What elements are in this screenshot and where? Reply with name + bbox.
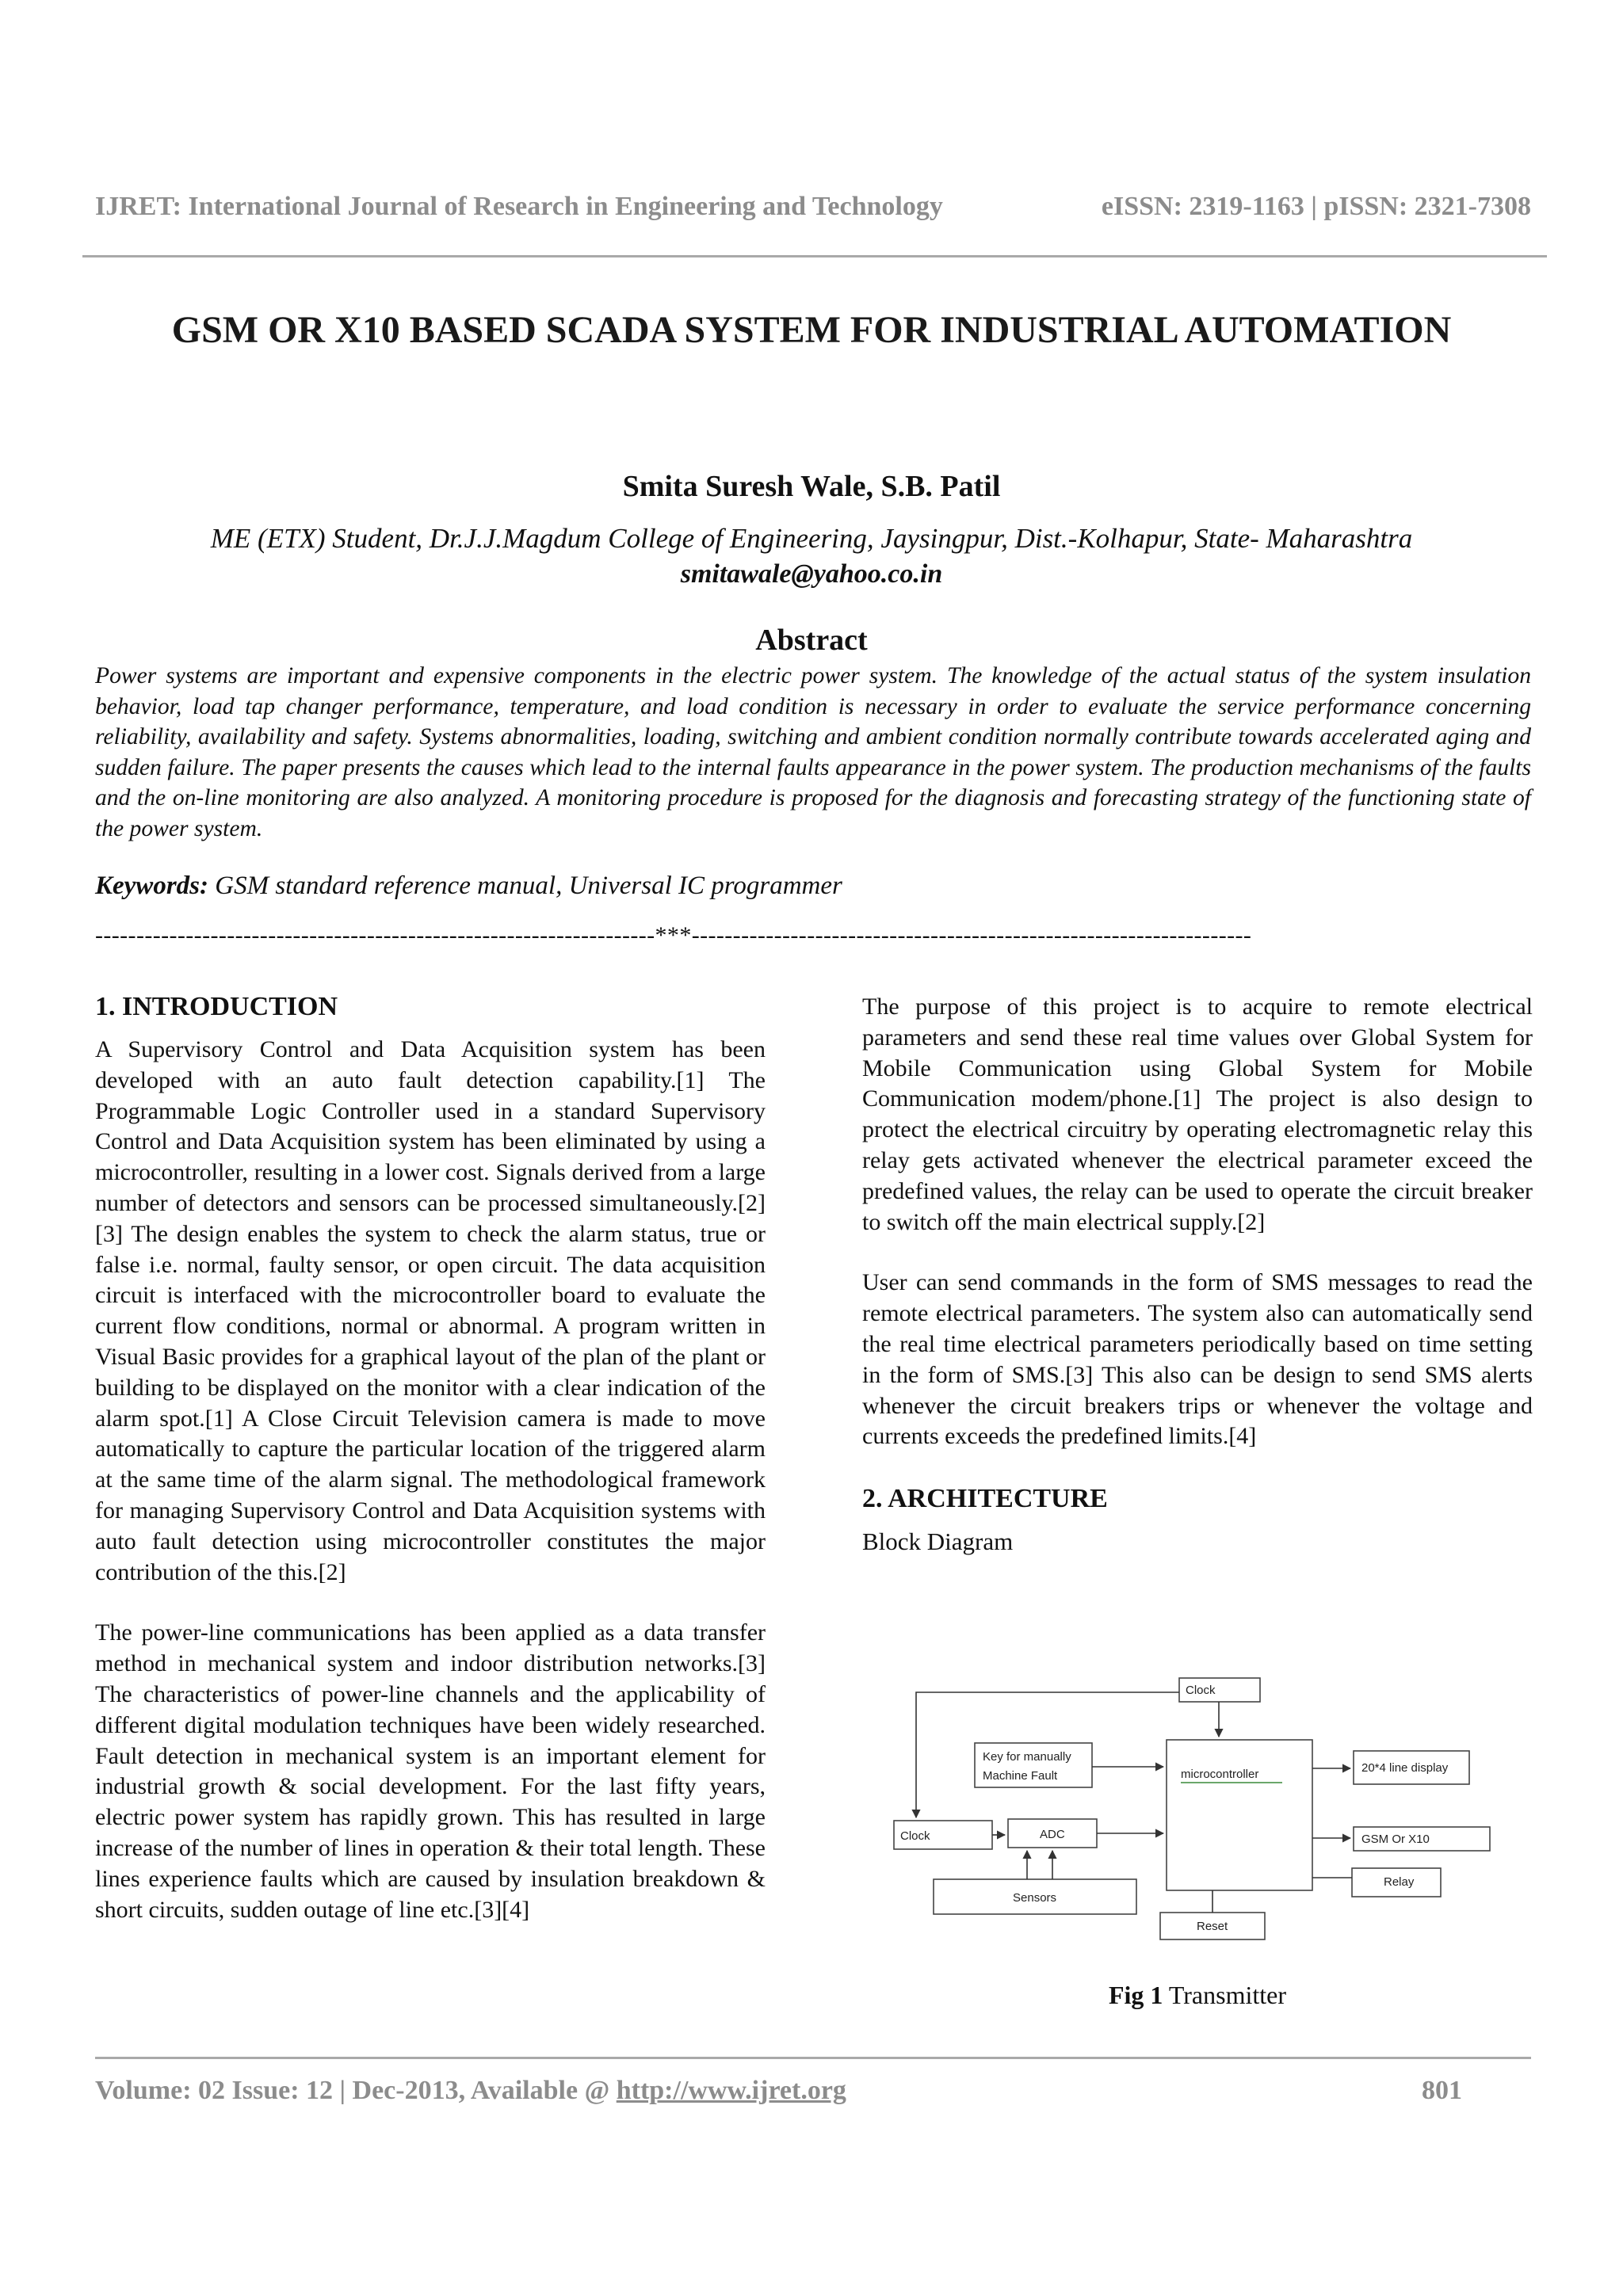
introduction-paragraph-4: User can send commands in the form of SMS messages to read the remote electrical parameters. The system also can automatically send the real time electrical parameters periodically based on time setting in the form of SMS.[3] This also can be design to send SMS alerts whenever the circuit breakers trips or whenever the voltage and currents exceeds the predefined limits.[4] — [862, 1269, 1533, 1450]
journal-issn: eISSN: 2319-1163 | pISSN: 2321-7308 — [1101, 192, 1531, 221]
gsm-label: GSM Or X10 — [1361, 1833, 1430, 1846]
page-footer — [95, 2076, 1462, 2106]
adc-label: ADC — [1040, 1828, 1065, 1841]
footer-volume — [95, 2076, 846, 2106]
journal-url-link[interactable]: http://www.ijret.org — [616, 2076, 846, 2105]
clock-top-label: Clock — [1186, 1684, 1216, 1697]
left-column — [95, 989, 766, 1925]
author-email: smitawale@yahoo.co.in — [680, 559, 943, 589]
abstract-body: Power systems are important and expensive components in the electric power system. The knowledge of the actual status of the system insulation behavior, load tap changer performance, temperature, and load condition is necessary in order to evaluate the service performance concerning reliability, availability and safety. Systems abnormalities, loading, switching and ambient condition normally contribute towards accelerated aging and sudden failure. The paper presents the causes which lead to the internal faults appearance in the power system. The production mechanisms of the faults and the on-line monitoring are also analyzed. A monitoring procedure is proposed for the diagnosis and forecasting strategy of the functioning state of the power system. — [95, 663, 1531, 841]
key-label-line1: Key for manually — [983, 1750, 1071, 1764]
introduction-paragraph-1: A Supervisory Control and Data Acquisition system has been developed with an auto fault detection capability.[1] The Programmable Logic Controller used in a standard Supervisory Control and Data Acquisition system has been eliminated by using a microcontroller, resulting in a lower cost. Signals derived from a large number of detectors and sensors can be processed simultaneously.[2][3] The design enables the system to check the alarm status, true or false i.e. normal, faulty sensor, or open circuit. The data acquisition circuit is interfaced with the microcontroller board to evaluate the current flow conditions, normal or abnormal. A program written in Visual Basic provides for a graphical layout of the plan of the plant or building to be displayed on the monitor with a clear indication of the alarm spot.[1] A Close Circuit Television camera is made to move automatically to capture the particular location of the triggered alarm at the same time of the alarm signal. The methodological framework for managing Supervisory Control and Data Acquisition systems with auto fault detection using microcontroller constitutes the major contribution of the this.[2] — [95, 1036, 766, 1585]
journal-header — [95, 192, 1531, 222]
figure-caption — [872, 1981, 1523, 2010]
introduction-paragraph-2: The power-line communications has been applied as a data transfer method in mechanical system and indoor distribution networks.[3] The characteristics of power-line channels and the applicability of different digital modulation techniques have been widely researched. Fault detection in mechanical system is an important element for industrial growth & social development. For the last fifty years, electric power system has rapidly grown. This has resulted in large increase of the number of lines in operation & their total length. These lines experience faults which are caused by insulation breakdown & short circuits, sudden outage of line etc.[3][4] — [95, 1619, 766, 1923]
right-column — [862, 992, 1533, 1558]
journal-name: IJRET: International Journal of Research in Engineering and Technology — [95, 192, 943, 221]
key-label-line2: Machine Fault — [983, 1769, 1058, 1783]
architecture-heading: 2. ARCHITECTURE — [862, 1484, 1108, 1514]
display-label: 20*4 line display — [1361, 1761, 1449, 1775]
author-affiliation: ME (ETX) Student, Dr.J.J.Magdum College of Engineering, Jaysingpur, Dist.-Kolhapur, State- Maharashtra — [210, 523, 1413, 554]
paper-title: GSM OR X10 BASED SCADA SYSTEM FOR INDUSTRIAL AUTOMATION — [171, 309, 1452, 351]
keywords — [95, 871, 1531, 901]
keywords-label: Keywords: — [95, 871, 208, 900]
page-number: 801 — [1422, 2076, 1462, 2105]
abstract-heading: Abstract — [755, 624, 868, 657]
figure-caption-text: Transmitter — [1163, 1981, 1286, 2009]
footer-rule — [95, 2057, 1531, 2059]
header-rule — [82, 255, 1547, 257]
sensors-label: Sensors — [1013, 1891, 1057, 1905]
microcontroller-box — [1167, 1740, 1312, 1890]
footer-volume-text: Volume: 02 Issue: 12 | Dec-2013, Available @ — [95, 2076, 617, 2105]
microcontroller-label: microcontroller — [1181, 1768, 1259, 1781]
introduction-heading: 1. INTRODUCTION — [95, 992, 338, 1021]
figure-label: Fig 1 — [1108, 1981, 1163, 2009]
block-diagram — [886, 1667, 1504, 1944]
clock-left-label: Clock — [900, 1829, 930, 1843]
block-diagram-label: Block Diagram — [862, 1527, 1014, 1556]
keywords-text: GSM standard reference manual, Universal IC programmer — [215, 871, 842, 900]
relay-label: Relay — [1384, 1875, 1415, 1889]
paper-authors: Smita Suresh Wale, S.B. Patil — [622, 470, 1001, 503]
section-separator: --------------------------------------------------------------------***-------------------------------------------------------------------- — [95, 922, 1252, 948]
reset-label: Reset — [1197, 1920, 1228, 1933]
introduction-paragraph-3: The purpose of this project is to acquire to remote electrical parameters and send these real time values over Global System for Mobile Communication using Global System for Mobile Communication modem/phone.[1] The project is also design to protect the electrical circuitry by operating electromagnetic relay this relay gets activated whenever the electrical parameter exceed the predefined values, the relay can be used to operate the circuit breaker to switch off the main electrical supply.[2] — [862, 994, 1533, 1235]
